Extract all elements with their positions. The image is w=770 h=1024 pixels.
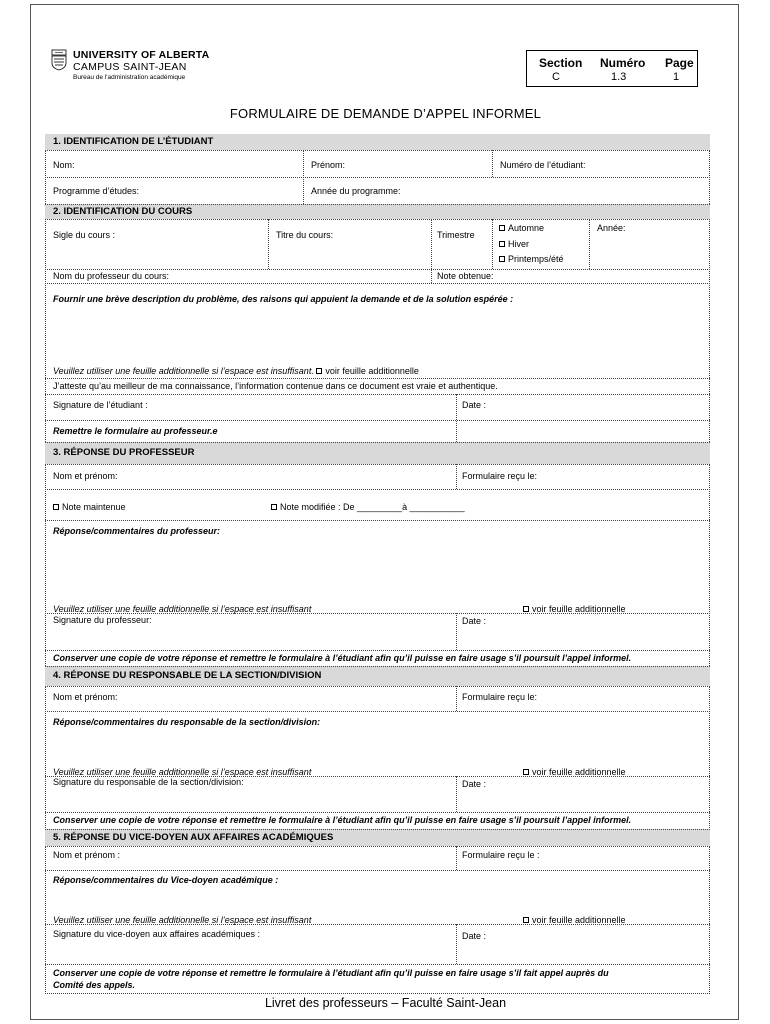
automne-checkbox[interactable]: Automne: [499, 223, 544, 234]
section-box: [526, 50, 698, 87]
resp-feuille-note: Veuillez utiliser une feuille additionnelle si l’espace est insuffisant: [53, 767, 312, 777]
description-prompt: Fournir une brève description du problème, des raisons qui appuient la demande et de la solution espérée :: [53, 294, 514, 304]
university-crest-icon: [51, 49, 67, 71]
annee-field[interactable]: Année:: [597, 223, 626, 233]
form-border: [45, 134, 710, 994]
checkbox-icon: [499, 225, 505, 231]
checkbox-icon: [499, 241, 505, 247]
vd-date-field[interactable]: Date :: [462, 931, 487, 941]
checkbox-icon: [271, 504, 277, 510]
feuille-note: Veuillez utiliser une feuille additionnelle si l’espace est insuffisant. voir feuille additionnelle: [53, 366, 419, 376]
student-date-field[interactable]: Date :: [462, 400, 487, 410]
vd-conserver-note-2: Comité des appels.: [53, 980, 136, 990]
resp-commentaires-label: Réponse/commentaires du responsable de la section/division:: [53, 717, 321, 727]
programme-field[interactable]: Programme d’études:: [53, 186, 140, 196]
student-number-field[interactable]: Numéro de l’étudiant:: [500, 160, 586, 170]
resp-conserver-note: Conserver une copie de votre réponse et remettre le formulaire à l’étudiant afin qu’il puisse en faire usage s’il poursuit l’appel informel.: [53, 815, 632, 825]
resp-nom-field[interactable]: Nom et prénom:: [53, 692, 118, 702]
bureau-name: Bureau de l'administration académique: [73, 74, 186, 81]
section-label: Section: [539, 56, 583, 70]
note-maintenue-checkbox[interactable]: Note maintenue: [53, 502, 126, 513]
sigle-field[interactable]: Sigle du cours :: [53, 230, 116, 240]
attestation-text: J’atteste qu’au meilleur de ma connaissance, l’information contenue dans ce document est vraie et authentique.: [53, 381, 498, 391]
checkbox-icon: [499, 256, 505, 262]
campus-name: CAMPUS SAINT-JEAN: [73, 61, 187, 73]
nom-field[interactable]: Nom:: [53, 160, 75, 170]
checkbox-icon: [523, 917, 529, 923]
resp-signature-field[interactable]: Signature du responsable de la section/division:: [53, 777, 244, 787]
titre-field[interactable]: Titre du cours:: [276, 230, 334, 240]
trimestre-label: Trimestre: [437, 230, 475, 240]
resp-date-field[interactable]: Date :: [462, 779, 487, 789]
section-3-heading: 3. RÉPONSE DU PROFESSEUR: [45, 442, 710, 464]
vd-commentaires-label: Réponse/commentaires du Vice-doyen académique :: [53, 875, 279, 885]
resp-voir-feuille-checkbox[interactable]: voir feuille additionnelle: [523, 767, 626, 778]
vd-voir-feuille-checkbox[interactable]: voir feuille additionnelle: [523, 915, 626, 926]
checkbox-icon: [53, 504, 59, 510]
page-value: 1: [673, 71, 680, 83]
vd-conserver-note-1: Conserver une copie de votre réponse et remettre le formulaire à l’étudiant afin qu’il puisse en faire usage s’il fait appel auprès du: [53, 968, 609, 978]
appeal-form: [45, 134, 710, 994]
hiver-checkbox[interactable]: Hiver: [499, 239, 529, 250]
page-label: Page: [665, 56, 694, 70]
checkbox-icon: [523, 606, 529, 612]
checkbox-icon: [523, 769, 529, 775]
numero-value: 1.3: [611, 71, 627, 83]
vd-nom-field[interactable]: Nom et prénom :: [53, 850, 121, 860]
printemps-checkbox[interactable]: Printemps/été: [499, 254, 564, 265]
prof-conserver-note: Conserver une copie de votre réponse et remettre le formulaire à l’étudiant afin qu’il puisse en faire usage s’il poursuit l’appel informel.: [53, 653, 632, 663]
numero-label: Numéro: [600, 56, 646, 70]
section-1-heading: 1. IDENTIFICATION DE L’ÉTUDIANT: [45, 134, 710, 150]
document-page: [30, 4, 739, 1020]
prenom-field[interactable]: Prénom:: [311, 160, 346, 170]
prof-voir-feuille-checkbox[interactable]: voir feuille additionnelle: [523, 604, 626, 615]
note-obtenue-field[interactable]: Note obtenue:: [437, 271, 494, 281]
section-4-heading: 4. RÉPONSE DU RESPONSABLE DE LA SECTION/DIVISION: [45, 666, 710, 686]
prof-recu-field[interactable]: Formulaire reçu le:: [462, 471, 538, 481]
prof-signature-field[interactable]: Signature du professeur:: [53, 615, 152, 625]
form-title: FORMULAIRE DE DEMANDE D’APPEL INFORMEL: [229, 106, 542, 121]
resp-recu-field[interactable]: Formulaire reçu le:: [462, 692, 538, 702]
page-footer: Livret des professeurs – Faculté Saint-Jean: [264, 996, 507, 1010]
annee-programme-field[interactable]: Année du programme:: [311, 186, 401, 196]
section-5-heading: 5. RÉPONSE DU VICE-DOYEN AUX AFFAIRES ACADÉMIQUES: [45, 829, 710, 846]
professeur-field[interactable]: Nom du professeur du cours:: [53, 271, 170, 281]
student-signature-field[interactable]: Signature de l’étudiant :: [53, 400, 148, 410]
prof-feuille-note: Veuillez utiliser une feuille additionnelle si l’espace est insuffisant: [53, 604, 312, 614]
vd-signature-field[interactable]: Signature du vice-doyen aux affaires académiques :: [53, 929, 260, 939]
remettre-note: Remettre le formulaire au professeur.e: [53, 426, 218, 436]
checkbox-icon[interactable]: [316, 368, 322, 374]
vd-feuille-note: Veuillez utiliser une feuille additionnelle si l’espace est insuffisant: [53, 915, 312, 925]
prof-commentaires-label: Réponse/commentaires du professeur:: [53, 526, 221, 536]
vd-recu-field[interactable]: Formulaire reçu le :: [462, 850, 540, 860]
section-value: C: [552, 71, 560, 83]
prof-date-field[interactable]: Date :: [462, 616, 487, 626]
note-modifiee-checkbox[interactable]: Note modifiée : De _________à ___________: [271, 502, 465, 513]
prof-nom-field[interactable]: Nom et prénom:: [53, 471, 118, 481]
university-name: UNIVERSITY OF ALBERTA: [73, 49, 210, 61]
section-2-heading: 2. IDENTIFICATION DU COURS: [45, 204, 710, 219]
